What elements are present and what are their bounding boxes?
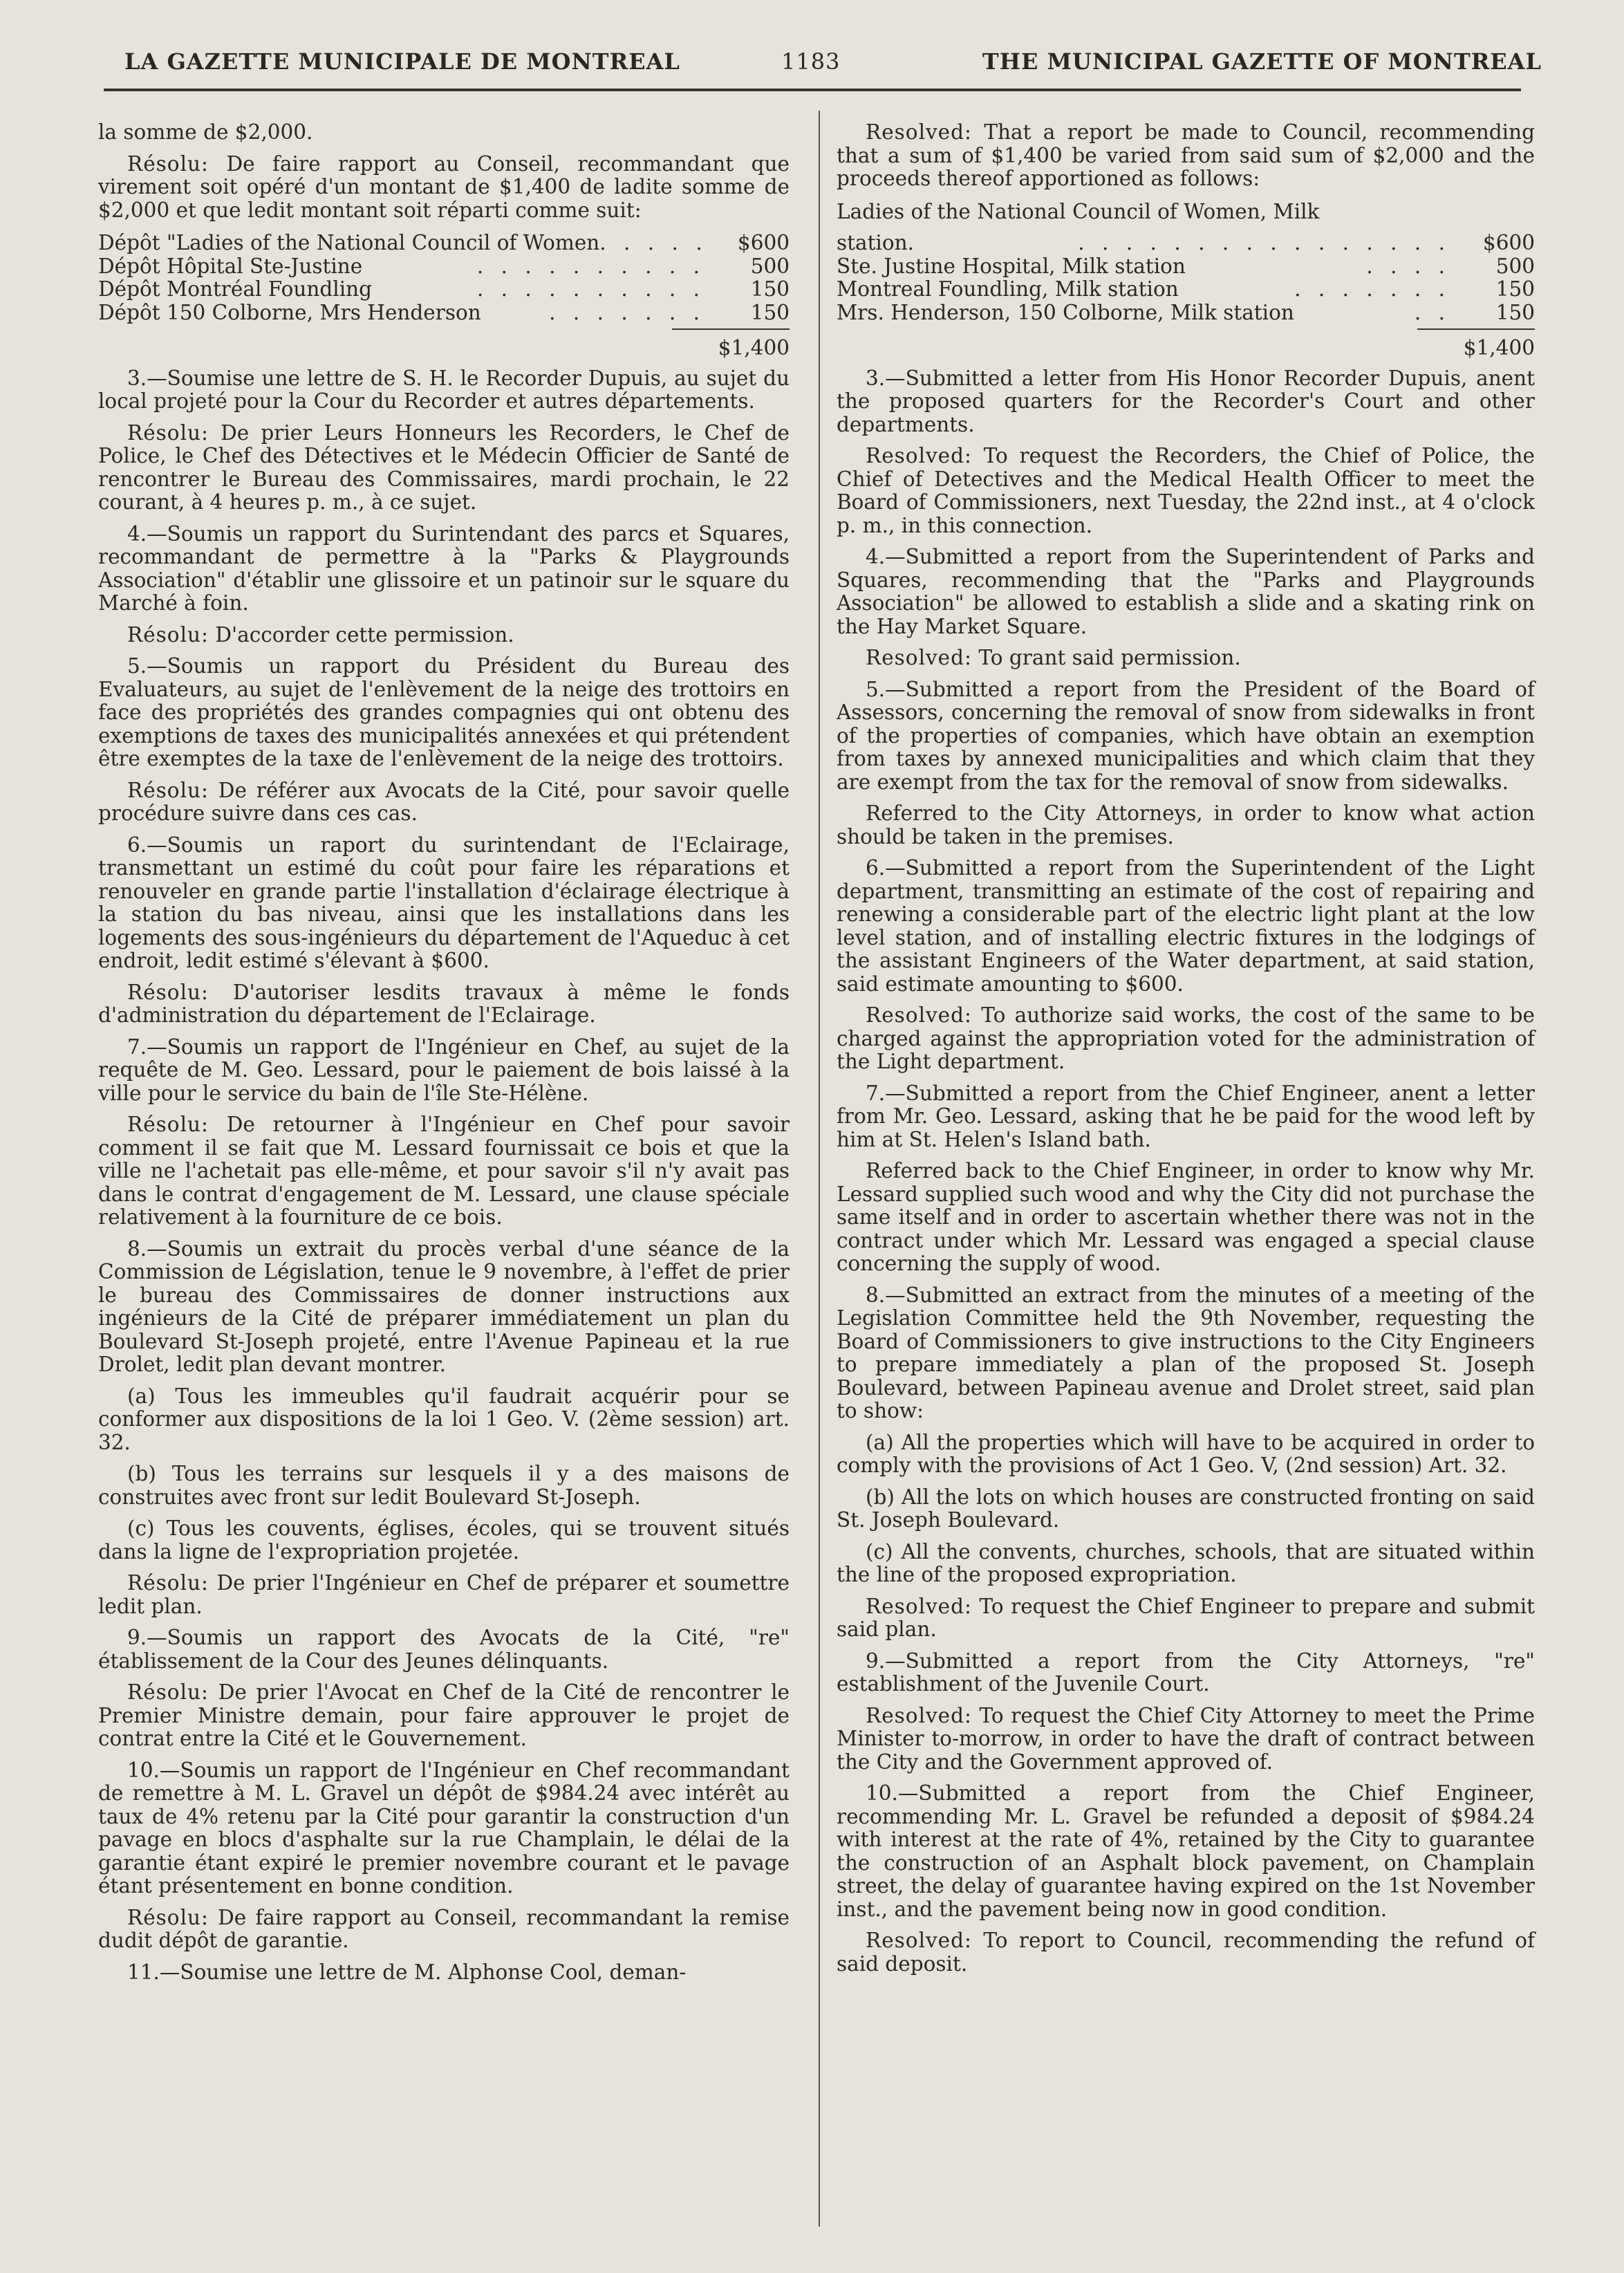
fr-resolution-5	[98, 779, 790, 826]
en-resolution-5: Referred to the City Attorneys, in order to know what action should be taken in the premises.	[837, 801, 1535, 848]
en-item-8c: (c) All the convents, churches, schools, that are situated within the line of the proposed expropriation.	[837, 1539, 1535, 1586]
en-item-8: 8.—Submitted an extract from the minutes of a meeting of the Legislation Committee held the 9th November, requesting the Board of Commissioners to give instructions to the City Engineers to prepare immediately a plan of the proposed St. Joseph Boulevard, between Papineau avenue and Drolet street, said plan to show:	[837, 1283, 1535, 1422]
fr-resolution-text: De faire rapport au Conseil, recommandant que virement soit opéré d'un montant de $1,400 de ladite somme de $2,000 et que ledit montant soit réparti comme suit:	[98, 151, 790, 222]
fr-resolution-7	[98, 1113, 790, 1230]
fr-item-8a: (a) Tous les immeubles qu'il faudrait acquérir pour se conformer aux dispositions de la loi 1 Geo. V. (2ème session) art. 32.	[98, 1384, 790, 1454]
english-column	[837, 121, 1535, 1984]
french-column	[98, 121, 790, 1992]
en-ledger-row: Ste. Justine Hospital, Milk station . . . . 500	[837, 254, 1535, 278]
en-ledger-desc: Ste. Justine Hospital, Milk station	[837, 254, 1186, 278]
fr-resolution-text: D'autoriser lesdits travaux à même le fonds d'administration du département de l'Eclairage.	[98, 980, 790, 1027]
fr-resolution-9	[98, 1681, 790, 1751]
fr-resolution-1	[98, 153, 790, 223]
en-resolution-4	[837, 647, 1535, 670]
en-resolution-text: To authorize said works, the cost of the same to be charged against the appropriation voted for the administration of the Light department.	[837, 1003, 1535, 1073]
fr-ledger-row: Dépôt 150 Colborne, Mrs Henderson . . . . . . . 150	[98, 300, 790, 324]
fr-item-4: 4.—Soumis un rapport du Surintendant des parcs et Squares, recommandant de permettre à la "Parks & Playgrounds Association" d'établir une glissoire et un patinoir sur le square du Marché à foin.	[98, 521, 790, 615]
en-item-10: 10.—Submitted a report from the Chief Engineer, recommending Mr. L. Gravel be refunded a deposit of $984.24 with interest at the rate of 4%, retained by the City to guarantee the construction of an Asphalt block pavement, on Champlain street, the delay of guarantee having expired on the 1st November inst., and the pavement being now in good condition.	[837, 1781, 1535, 1921]
fr-item-6: 6.—Soumis un raport du surintendant de l'Eclairage, transmettant un estimé du coût pour faire les réparations et renouveler en grande partie l'installation d'éclairage électrique à la station du bas niveau, ainsi que les installations dans les logements des sous-ingénieurs du département de l'Aqueduc à cet endroit, ledit estimé s'élevant à $600.	[98, 833, 790, 972]
en-ledger	[837, 201, 1535, 360]
en-item-6: 6.—Submitted a report from the Superintendent of the Light department, transmitting an estimate of the cost of repairing and renewing a considerable part of the electric light plant at the low level station, and of installing electric fixtures in the lodgings of the assistant Engineers of the Water department, at said station, said estimate amounting to $600.	[837, 856, 1535, 996]
fr-item-3: 3.—Soumise une lettre de S. H. le Recorder Dupuis, au sujet du local projeté pour la Cour du Recorder et autres départements.	[98, 366, 790, 413]
en-item-4: 4.—Submitted a report from the Superintendent of Parks and Squares, recommending that the "Parks and Playgrounds Association" be allowed to establish a slide and a skating rink on the Hay Market Square.	[837, 545, 1535, 638]
page-header	[83, 43, 1542, 84]
fr-resolution-text: De prier l'Ingénieur en Chef de préparer et soumettre ledit plan.	[98, 1571, 790, 1618]
fr-item-11: 11.—Soumise une lettre de M. Alphonse Cool, deman-	[127, 1960, 687, 1984]
en-item-8b: (b) All the lots on which houses are constructed fronting on said St. Joseph Boulevard.	[837, 1485, 1535, 1532]
en-resolution-10	[837, 1929, 1535, 1976]
en-resolution-label: Resolved:	[866, 1703, 972, 1727]
fr-ledger-amount: 150	[750, 277, 790, 301]
fr-resolution-label: Résolu:	[127, 778, 209, 802]
fr-resolution-label: Résolu:	[127, 1113, 209, 1136]
en-resolution-label: Resolved:	[866, 646, 972, 669]
fr-item-10: 10.—Soumis un rapport de l'Ingénieur en Chef recommandant de remettre à M. L. Gravel un dépôt de $984.24 avec intérêt au taux de 4% retenu par la Cité pour garantir la construction d'un pavage en blocs d'asphalte sur la rue Champlain, le délai de la garantie étant expiré le premier novembre courant et le pavage étant présentement en bonne condition.	[98, 1758, 790, 1898]
en-resolution-label: Resolved:	[866, 1594, 972, 1618]
fr-ledger-row: Dépôt "Ladies of the National Council of Women . . . . . $600	[98, 231, 790, 254]
en-item-8a: (a) All the properties which will have to be acquired in order to comply with the provisions of Act 1 Geo. V, (2nd session) Art. 32.	[837, 1430, 1535, 1477]
fr-resolution-8	[98, 1572, 790, 1618]
fr-resolution-label: Résolu:	[127, 1680, 209, 1704]
en-ledger-amount: 150	[1495, 277, 1535, 301]
en-resolution-9	[837, 1705, 1535, 1774]
en-resolution-text: That a report be made to Council, recommending that a sum of $1,400 be varied from said sum of $2,000 and the proceeds thereof apportioned as follows:	[837, 120, 1535, 190]
fr-ledger-desc: Dépôt 150 Colborne, Mrs Henderson	[98, 300, 481, 324]
en-resolution-label: Resolved:	[866, 1003, 972, 1027]
en-resolution-text: To request the Recorders, the Chief of Police, the Chief of Detectives and the Medical Health Officer to meet the Board of Commissioners, next Tuesday, the 22nd inst., at 4 o'clock p. m., in this connection.	[837, 444, 1535, 537]
fr-resolution-text: De retourner à l'Ingénieur en Chef pour savoir comment il se fait que M. Lessard fournissait ce bois et que la ville ne l'achetait pas elle-même, et pour savoir s'il n'y avait pas dans le contrat d'engagement de M. Lessard, une clause spéciale relativement à la fourniture de ce bois.	[98, 1113, 790, 1229]
fr-ledger-amount: 150	[750, 300, 790, 324]
fr-ledger-row: Dépôt Hôpital Ste-Justine . . . . . . . . . . 500	[98, 254, 790, 278]
en-ledger-desc: Mrs. Henderson, 150 Colborne, Milk station	[837, 300, 1294, 324]
en-resolution-label: Resolved:	[866, 444, 972, 467]
fr-ledger-desc: Dépôt "Ladies of the National Council of Women	[98, 231, 600, 254]
fr-resolution-10	[98, 1906, 790, 1953]
en-ledger-amount: $600	[1482, 231, 1535, 254]
en-ledger-amount: 500	[1495, 254, 1535, 278]
page-number: 1183	[781, 48, 841, 75]
fr-resolution-text: D'accorder cette permission.	[215, 622, 514, 647]
en-ledger-total: $1,400	[1417, 328, 1535, 360]
en-resolution-text: To request the Chief City Attorney to meet the Prime Minister to-morrow, in order to have the draft of contract between the City and the Government approved of.	[837, 1703, 1535, 1774]
fr-item-9: 9.—Soumis un rapport des Avocats de la Cité, "re" établissement de la Cour des Jeunes délinquants.	[98, 1626, 790, 1673]
en-resolution-6	[837, 1004, 1535, 1074]
fr-item-8c: (c) Tous les couvents, églises, écoles, qui se trouvent situés dans la ligne de l'expropriation projetée.	[98, 1516, 790, 1564]
en-item-5: 5.—Submitted a report from the President of the Board of Assessors, concerning the removal of snow from sidewalks in front of the properties of companies, which have obtain an exemption from taxes by annexed municipalities and which claim that they are exempt from the tax for the removal of snow from sidewalks.	[837, 677, 1535, 794]
en-resolution-text: To grant said permission.	[978, 646, 1241, 669]
fr-intro: la somme de $2,000.	[98, 120, 313, 144]
fr-resolution-label: Résolu:	[127, 1571, 209, 1595]
fr-ledger-row: Dépôt Montréal Foundling . . . . . . . . . . 150	[98, 277, 790, 301]
fr-resolution-label: Résolu:	[127, 622, 209, 647]
fr-resolution-label: Résolu:	[127, 1905, 209, 1929]
fr-ledger-amount: 500	[750, 254, 790, 278]
en-ledger-title: Ladies of the National Council of Women, Milk	[837, 199, 1320, 223]
fr-resolution-6	[98, 981, 790, 1028]
fr-resolution-text: De référer aux Avocats de la Cité, pour savoir quelle procédure suivre dans ces cas.	[98, 778, 790, 825]
fr-resolution-label: Résolu:	[127, 420, 209, 445]
en-ledger-amount: 150	[1495, 300, 1535, 324]
fr-resolution-label: Résolu:	[127, 980, 209, 1004]
en-resolution-label: Resolved:	[866, 120, 972, 144]
fr-ledger-desc: Dépôt Hôpital Ste-Justine	[98, 254, 363, 278]
header-french-title: LA GAZETTE MUNICIPALE DE MONTREAL	[124, 48, 680, 75]
en-resolution-text: To report to Council, recommending the refund of said deposit.	[837, 1929, 1535, 1976]
fr-item-5: 5.—Soumis un rapport du Président du Bureau des Evaluateurs, au sujet de l'enlèvement de la neige des trottoirs en face des propriétés des grandes compagnies qui ont obtenu des exemptions de taxes des municipalités annexées et qui prétendent être exemptes de la taxe de l'enlèvement de la neige des trottoirs.	[98, 654, 790, 770]
fr-ledger-desc: Dépôt Montréal Foundling	[98, 277, 373, 301]
column-divider	[819, 111, 820, 2227]
fr-resolution-label: Résolu:	[127, 151, 209, 176]
fr-item-8b: (b) Tous les terrains sur lesquels il y a des maisons de construites avec front sur ledit Boulevard St-Joseph.	[98, 1462, 790, 1509]
en-ledger-desc: Montreal Foundling, Milk station	[837, 277, 1179, 301]
en-resolution-7: Referred back to the Chief Engineer, in order to know why Mr. Lessard supplied such wood and why the City did not purchase the same itself and in order to ascertain whether there was not in the contract under which Mr. Lessard was engaged a special clause concerning the supply of wood.	[837, 1159, 1535, 1275]
en-item-3: 3.—Submitted a letter from His Honor Recorder Dupuis, anent the proposed quarters for the Recorder's Court and other departments.	[837, 366, 1535, 436]
en-resolution-8	[837, 1595, 1535, 1642]
en-resolution-label: Resolved:	[866, 1929, 972, 1952]
fr-resolution-text: De faire rapport au Conseil, recommandant la remise dudit dépôt de garantie.	[98, 1905, 790, 1952]
fr-ledger-total: $1,400	[672, 328, 790, 360]
fr-item-7: 7.—Soumis un rapport de l'Ingénieur en Chef, au sujet de la requête de M. Geo. Lessard, pour le paiement de bois laissé à la ville pour le service du bain de l'île Ste-Hélène.	[98, 1035, 790, 1105]
fr-ledger	[98, 232, 790, 360]
en-resolution-text: To request the Chief Engineer to prepare and submit said plan.	[837, 1594, 1535, 1641]
en-item-7: 7.—Submitted a report from the Chief Engineer, anent a letter from Mr. Geo. Lessard, asking that he be paid for the wood left by him at St. Helen's Island bath.	[837, 1081, 1535, 1151]
fr-ledger-amount: $600	[737, 231, 790, 254]
en-ledger-row: station. . . . . . . . . . . . . . . . . $600	[837, 231, 1535, 254]
en-item-9: 9.—Submitted a report from the City Attorneys, "re" establishment of the Juvenile Court.	[837, 1649, 1535, 1696]
fr-resolution-4	[98, 624, 790, 647]
fr-item-8: 8.—Soumis un extrait du procès verbal d'une séance de la Commission de Législation, tenue le 9 novembre, à l'effet de prier le bureau des Commissaires de donner instructions aux ingénieurs de la Cité de préparer immédiatement un plan du Boulevard St-Joseph projeté, entre l'Avenue Papineau et la rue Drolet, ledit plan devant montrer.	[98, 1236, 790, 1376]
fr-resolution-text: De prier l'Avocat en Chef de la Cité de rencontrer le Premier Ministre demain, pour faire approuver le projet de contrat entre la Cité et le Gouvernement.	[98, 1680, 790, 1750]
en-resolution-1	[837, 121, 1535, 191]
header-english-title: THE MUNICIPAL GAZETTE OF MONTREAL	[982, 48, 1542, 75]
en-ledger-row: Montreal Foundling, Milk station . . . . . . . 150	[837, 277, 1535, 301]
en-ledger-desc: station.	[837, 231, 915, 254]
en-ledger-row: Mrs. Henderson, 150 Colborne, Milk station . . 150	[837, 300, 1535, 324]
fr-resolution-text: De prier Leurs Honneurs les Recorders, le Chef de Police, le Chef des Détectives et le Médecin Officier de Santé de rencontrer le Bureau des Commissaires, mardi prochain, le 22 courant, à 4 heures p. m., à ce sujet.	[98, 420, 790, 514]
header-rule	[104, 89, 1521, 91]
en-resolution-3	[837, 445, 1535, 537]
fr-resolution-3	[98, 422, 790, 514]
